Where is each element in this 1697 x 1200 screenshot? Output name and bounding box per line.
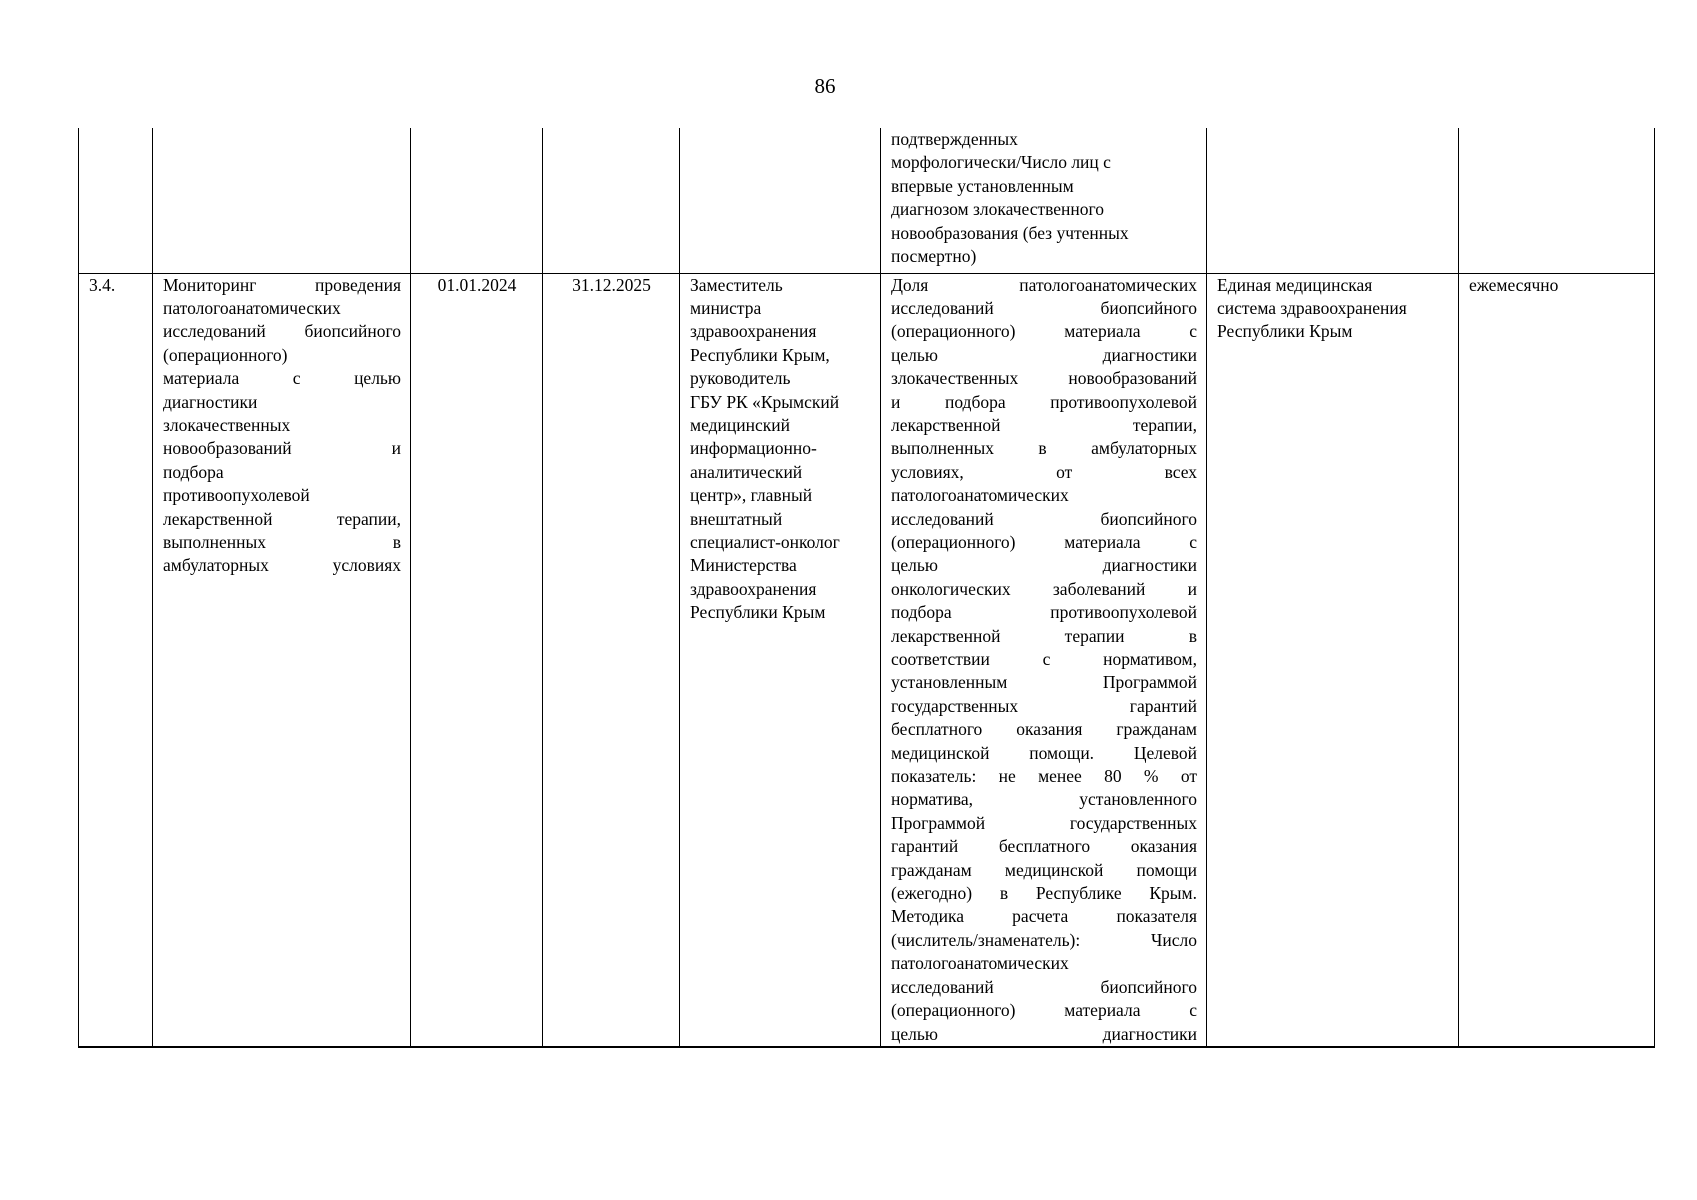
text-line: внештатный [690, 508, 783, 529]
measures-table [78, 128, 1655, 1048]
text-line: установленным Программой [891, 672, 1197, 693]
text-line: (операционного) [163, 344, 288, 365]
text-line: условиях, от всех [891, 461, 1197, 482]
text-line: целью диагностики [891, 1023, 1197, 1044]
text-line: (ежегодно) в Республике Крым. [891, 883, 1197, 904]
cont-cell-number [79, 128, 153, 273]
text-line: (операционного) материала с [891, 531, 1197, 552]
text-line: (операционного) материала с [891, 321, 1197, 342]
text-line: онкологических заболеваний и [891, 578, 1197, 599]
text-line: бесплатного оказания гражданам [891, 719, 1197, 740]
text-line: диагностики [163, 391, 258, 412]
text-line: Министерства [690, 555, 797, 576]
cont-cell-frequency [1459, 128, 1655, 273]
cell-activity [153, 273, 411, 1047]
text-line: подтвержденных [891, 129, 1018, 149]
text-line: впервые установленным [891, 175, 1074, 196]
text-line: здравоохранения [690, 578, 817, 599]
cont-cell-end-date [543, 128, 680, 273]
cell-number [79, 273, 153, 1047]
row-number: 3.4. [89, 274, 116, 295]
text-line: амбулаторных условиях [163, 555, 401, 576]
cont-cell-responsible [680, 128, 881, 273]
text-line: лекарственной терапии, [891, 414, 1197, 435]
text-line: здравоохранения [690, 321, 817, 342]
text-line: (операционного) материала с [891, 1000, 1197, 1021]
frequency: ежемесячно [1469, 274, 1559, 295]
text-line: материала с целью [163, 368, 401, 389]
cell-responsible [680, 273, 881, 1047]
cont-cell-start-date [411, 128, 543, 273]
text-line: злокачественных [163, 414, 291, 435]
text-line: исследований биопсийного [891, 297, 1197, 318]
text-line: Республики Крым [1217, 321, 1353, 342]
end-date: 31.12.2025 [572, 274, 651, 295]
text-line: целью диагностики [891, 344, 1197, 365]
activity-text [163, 274, 401, 578]
responsible-text [690, 274, 871, 625]
text-line: Методика расчета показателя [891, 906, 1197, 927]
text-line: соответствии с нормативом, [891, 649, 1197, 669]
text-line: система здравоохранения [1217, 297, 1407, 318]
text-line: Доля патологоанатомических [891, 274, 1197, 295]
text-line: лекарственной терапии, [163, 508, 401, 529]
cell-end-date [543, 273, 680, 1047]
text-line: выполненных в [163, 531, 401, 552]
start-date: 01.01.2024 [437, 274, 517, 295]
text-line: и подбора противоопухолевой [891, 391, 1197, 412]
text-line: выполненных в амбулаторных [891, 438, 1197, 459]
text-line: противоопухолевой [163, 485, 310, 506]
text-line: Заместитель [690, 274, 783, 295]
text-line: новообразования (без учтенных [891, 222, 1129, 243]
table-row-3-4 [79, 273, 1655, 1047]
page-number: 86 [814, 74, 836, 98]
text-line: государственных гарантий [891, 695, 1197, 716]
text-line: Программой государственных [891, 812, 1197, 833]
text-line: исследований биопсийного [891, 508, 1197, 529]
cell-frequency [1459, 273, 1655, 1047]
text-line: руководитель [690, 368, 791, 389]
text-line: подбора [163, 461, 224, 482]
text-line: Республики Крым, [690, 344, 830, 365]
text-line: диагнозом злокачественного [891, 199, 1105, 220]
cell-indicator [881, 273, 1207, 1047]
text-line: подбора противоопухолевой [891, 602, 1197, 623]
text-line: новообразований и [163, 438, 401, 459]
text-line: целью диагностики [891, 555, 1197, 576]
text-line: министра [690, 297, 762, 318]
text-line: специалист-онколог [690, 531, 840, 552]
text-line: (числитель/знаменатель): Число [891, 929, 1197, 950]
text-line: патологоанатомических [891, 953, 1069, 974]
text-line: исследований биопсийного [163, 321, 401, 342]
indicator-text [891, 274, 1197, 1046]
cont-cell-activity [153, 128, 411, 273]
text-line: медицинский [690, 414, 790, 435]
cell-source [1207, 273, 1459, 1047]
text-line: Республики Крым [690, 602, 826, 623]
text-line: патологоанатомических [163, 297, 341, 318]
text-line: гражданам медицинской помощи [891, 859, 1197, 880]
text-line: лекарственной терапии в [891, 625, 1197, 646]
text-line: медицинской помощи. Целевой [891, 742, 1197, 763]
text-line: морфологически/Число лиц с [891, 152, 1111, 173]
text-line: Мониторинг проведения [163, 274, 401, 295]
source-text [1217, 274, 1449, 344]
cont-indicator-text [891, 128, 1197, 268]
cell-start-date [411, 273, 543, 1047]
text-line: аналитический [690, 461, 803, 482]
text-line: ГБУ РК «Крымский [690, 391, 840, 412]
cont-cell-source [1207, 128, 1459, 273]
text-line: исследований биопсийного [891, 976, 1197, 997]
text-line: патологоанатомических [891, 485, 1069, 506]
text-line: показатель: не менее 80 % от [891, 766, 1197, 787]
text-line: центр», главный [690, 485, 813, 506]
text-line: норматива, установленного [891, 789, 1197, 810]
text-line: гарантий бесплатного оказания [891, 836, 1197, 857]
text-line: информационно- [690, 438, 817, 459]
text-line: злокачественных новообразований [891, 368, 1197, 389]
text-line: посмертно) [891, 246, 977, 267]
cont-cell-indicator [881, 128, 1207, 273]
table-row-continuation [79, 128, 1655, 273]
text-line: Единая медицинская [1217, 274, 1373, 295]
